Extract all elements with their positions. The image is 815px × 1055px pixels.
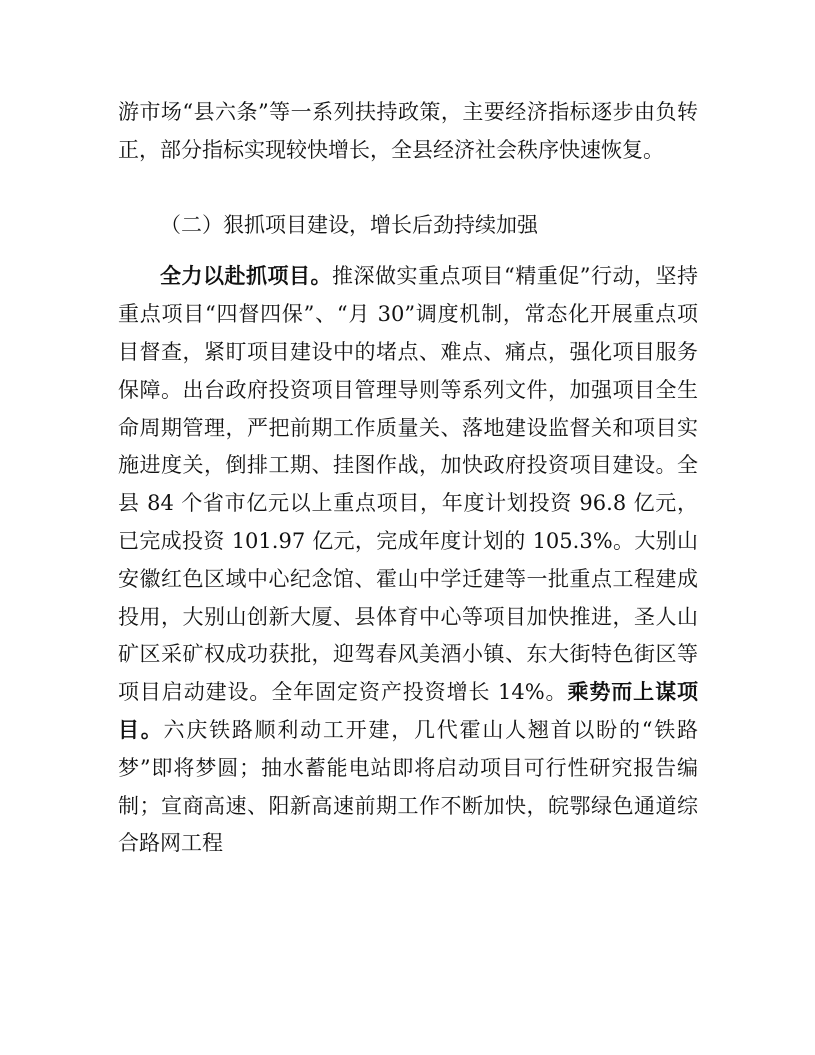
- section-heading: （二）狠抓项目建设，增长后劲持续加强: [160, 212, 538, 237]
- lead-phrase-1: 全力以赴抓项目。: [160, 264, 333, 289]
- paragraph-projects: [118, 258, 698, 863]
- lead-phrase-2: 乘势而上谋项目。: [118, 680, 698, 742]
- document-body: [118, 94, 698, 863]
- paragraph-text-1: 推深做实重点项目“精重促”行动，坚持重点项目“四督四保”、“月 30”调度机制，常态化开展重点项目督查，紧盯项目建设中的堵点、难点、痛点，强化项目服务保障。出台政府投资项目管理导则等系列文件，加强项目全生命周期管理，严把前期工作质量关、落地建设监督关和项目实施进度关，倒排工期、挂图作战，加快政府投资项目建设。全县 84 个省市亿元以上重点项目，年度计划投资 96.8 亿元，已完成投资 101.97 亿元，完成年度计划的 105.3%。大别山安徽红色区域中心纪念馆、霍山中学迁建等一批重点工程建成投用，大别山创新大厦、县体育中心等项目加快推进，圣人山矿区采矿权成功获批，迎驾春风美酒小镇、东大街特色街区等项目启动建设。全年固定资产投资增长 14%。: [118, 264, 698, 705]
- paragraph-text-2: 六庆铁路顺利动工开建，几代霍山人翘首以盼的“铁路梦”即将梦圆；抽水蓄能电站即将启动项目可行性研究报告编制；宣商高速、阳新高速前期工作不断加快，皖鄂绿色通道综合路网工程: [118, 717, 699, 856]
- paragraph-continuation: 游市场“县六条”等一系列扶持政策，主要经济指标逐步由负转正，部分指标实现较快增长，全县经济社会秩序快速恢复。: [118, 100, 698, 162]
